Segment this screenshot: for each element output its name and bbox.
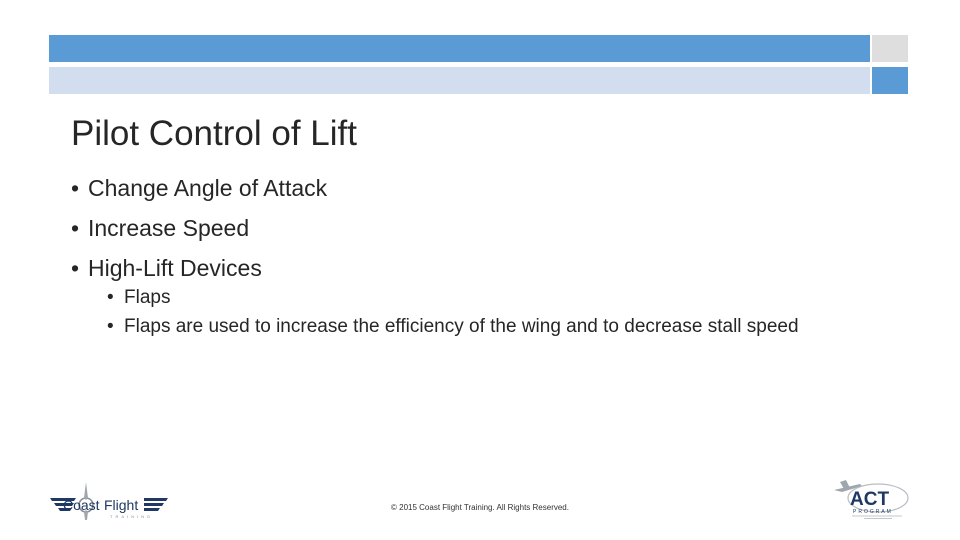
bullet-item: • High-Lift Devices: [71, 248, 871, 288]
header-square-top: [872, 35, 908, 62]
header-bar-bottom: [49, 67, 870, 94]
sub-bullet-list: [107, 284, 847, 342]
bullet-list: [71, 168, 871, 288]
header-bar-top: [49, 35, 870, 62]
bullet-item: • Change Angle of Attack: [71, 168, 871, 208]
header-square-bottom: [872, 67, 908, 94]
logo-wordmark-act: ACT: [850, 489, 890, 510]
copyright-footer: © 2015 Coast Flight Training. All Rights Reserved.: [391, 503, 569, 512]
act-program-logo: [832, 478, 912, 520]
logo-wordmark-coast: Coast: [63, 497, 100, 513]
coast-flight-logo: [48, 476, 170, 520]
sub-bullet-item: • Flaps: [107, 284, 847, 312]
logo-tagline-program: PROGRAM: [853, 509, 893, 515]
logo-wordmark-flight: Flight: [104, 497, 139, 513]
bullet-item: • Increase Speed: [71, 208, 871, 248]
slide-title: Pilot Control of Lift: [71, 114, 357, 153]
logo-tagline: TRAINING: [110, 514, 154, 519]
sub-bullet-item: • Flaps are used to increase the efficiency of the wing and to decrease stall speed: [107, 313, 847, 341]
